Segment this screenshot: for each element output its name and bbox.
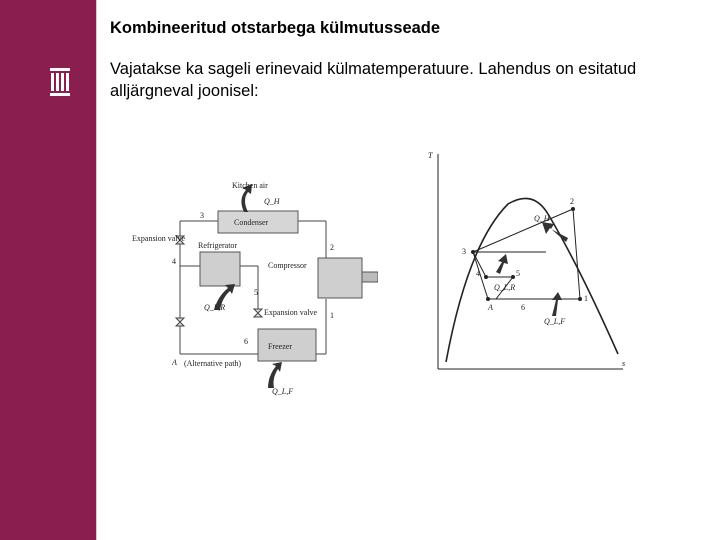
schematic-state-4: 4 — [172, 257, 176, 266]
schematic-state-a: A — [172, 358, 177, 367]
ts-state-6: 6 — [521, 303, 525, 312]
refrigerator-box — [200, 252, 240, 286]
kitchen-air-label: Kitchen air — [232, 181, 268, 190]
alt-path-label: (Alternative path) — [184, 359, 242, 368]
ts-state-5: 5 — [516, 269, 520, 278]
compressor-shaft — [362, 272, 378, 282]
refrigerator-label: Refrigerator — [198, 241, 238, 250]
slide-body-text: Vajatakse ka sageli erinevaid külmatemperatuure. Lahendus on esitatud alljärgneval joonisel: — [110, 60, 637, 100]
compressor-box — [318, 258, 362, 298]
schematic-state-2: 2 — [330, 243, 334, 252]
t-axis-label: T — [428, 151, 433, 160]
expansion-valve-mid-label: Expansion valve — [264, 308, 318, 317]
freezer-label: Freezer — [268, 342, 292, 351]
ts-diagram — [418, 104, 638, 404]
schematic-state-1: 1 — [330, 311, 334, 320]
qlf-label: Q_L,F — [272, 387, 294, 396]
ts-qlf-label: Q_L,F — [544, 317, 566, 326]
refrigeration-figure — [118, 104, 638, 404]
expansion-valve-mid-icon — [254, 309, 262, 317]
university-logo-icon — [50, 68, 70, 96]
slide-title: Kombineeritud otstarbega külmutusseade — [110, 19, 441, 37]
schematic-state-6: 6 — [244, 337, 248, 346]
expansion-valve-top-label: Expansion valve — [132, 234, 186, 243]
sidebar-band — [0, 0, 96, 540]
schematic-diagram — [118, 104, 378, 404]
ts-state-4: 4 — [476, 269, 480, 278]
ts-state-3: 3 — [462, 247, 466, 256]
ts-qh-label: Q_H — [534, 214, 550, 223]
ts-state-1: 1 — [584, 294, 588, 303]
condenser-label: Condenser — [234, 218, 269, 227]
expansion-valve-left-icon — [176, 318, 184, 326]
s-axis-label: s — [622, 359, 626, 368]
schematic-state-3: 3 — [200, 211, 204, 220]
qh-label: Q_H — [264, 197, 280, 206]
ts-state-a: A — [488, 303, 493, 312]
qlf-arrow-icon — [268, 362, 282, 388]
compressor-label: Compressor — [268, 261, 307, 270]
ts-state-2: 2 — [570, 197, 574, 206]
qlr-label: Q_L,R — [204, 303, 226, 312]
ts-qlr-label: Q_L,R — [494, 283, 516, 292]
sidebar-divider — [96, 0, 97, 540]
schematic-state-5: 5 — [254, 288, 258, 297]
